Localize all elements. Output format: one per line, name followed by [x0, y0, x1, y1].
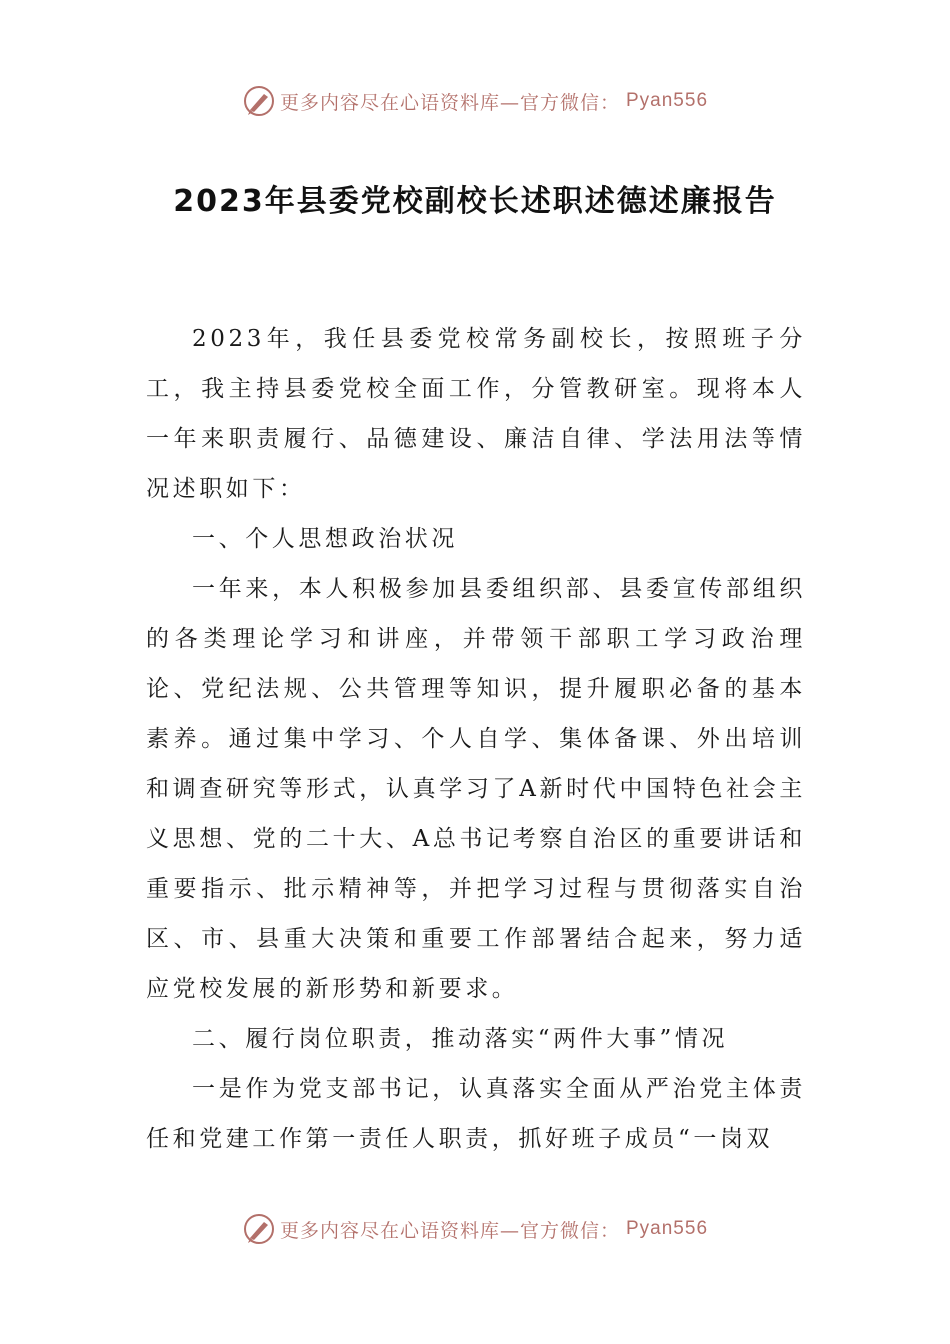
section-heading: 一、个人思想政治状况 — [192, 526, 458, 552]
section-heading: 二、履行岗位职责，推动落实“两件大事”情况 — [192, 1026, 729, 1052]
footer-banner — [0, 1212, 950, 1246]
paragraph: 一是作为党支部书记，认真落实全面从严治党主体责任和党建工作第一责任人职责，抓好班子成员“一岗双 — [146, 1076, 806, 1152]
paragraph: 一年来，本人积极参加县委组织部、县委宣传部组织的各类理论学习和讲座，并带领干部职工学习政治理论、党纪法规、公共管理等知识，提升履职必备的基本素养。通过集中学习、个人自学、集体备课、外出培训和调查研究等形式，认真学习了A新时代中国特色社会主义思想、党的二十大、A总书记考察自治区的重要讲话和重要指示、批示精神等，并把学习过程与贯彻落实自治区、市、县重大决策和重要工作部署结合起来，努力适应党校发展的新形势和新要求。 — [146, 576, 806, 1002]
pen-logo-icon — [242, 84, 276, 118]
footer-banner-handle: Pyan556 — [626, 1218, 709, 1239]
header-banner-text: 更多内容尽在心语资料库—官方微信： — [279, 91, 620, 114]
document-title: 2023年县委党校副校长述职述德述廉报告 — [173, 184, 777, 219]
header-banner-handle: Pyan556 — [626, 90, 709, 111]
header-banner — [0, 84, 950, 118]
paragraph: 2023年，我任县委党校常务副校长，按照班子分工，我主持县委党校全面工作，分管教研室。现将本人一年来职责履行、品德建设、廉洁自律、学法用法等情况述职如下： — [146, 326, 806, 502]
document-body — [146, 314, 806, 1164]
footer-banner-text: 更多内容尽在心语资料库—官方微信： — [279, 1219, 620, 1242]
pen-logo-icon — [242, 1212, 276, 1246]
